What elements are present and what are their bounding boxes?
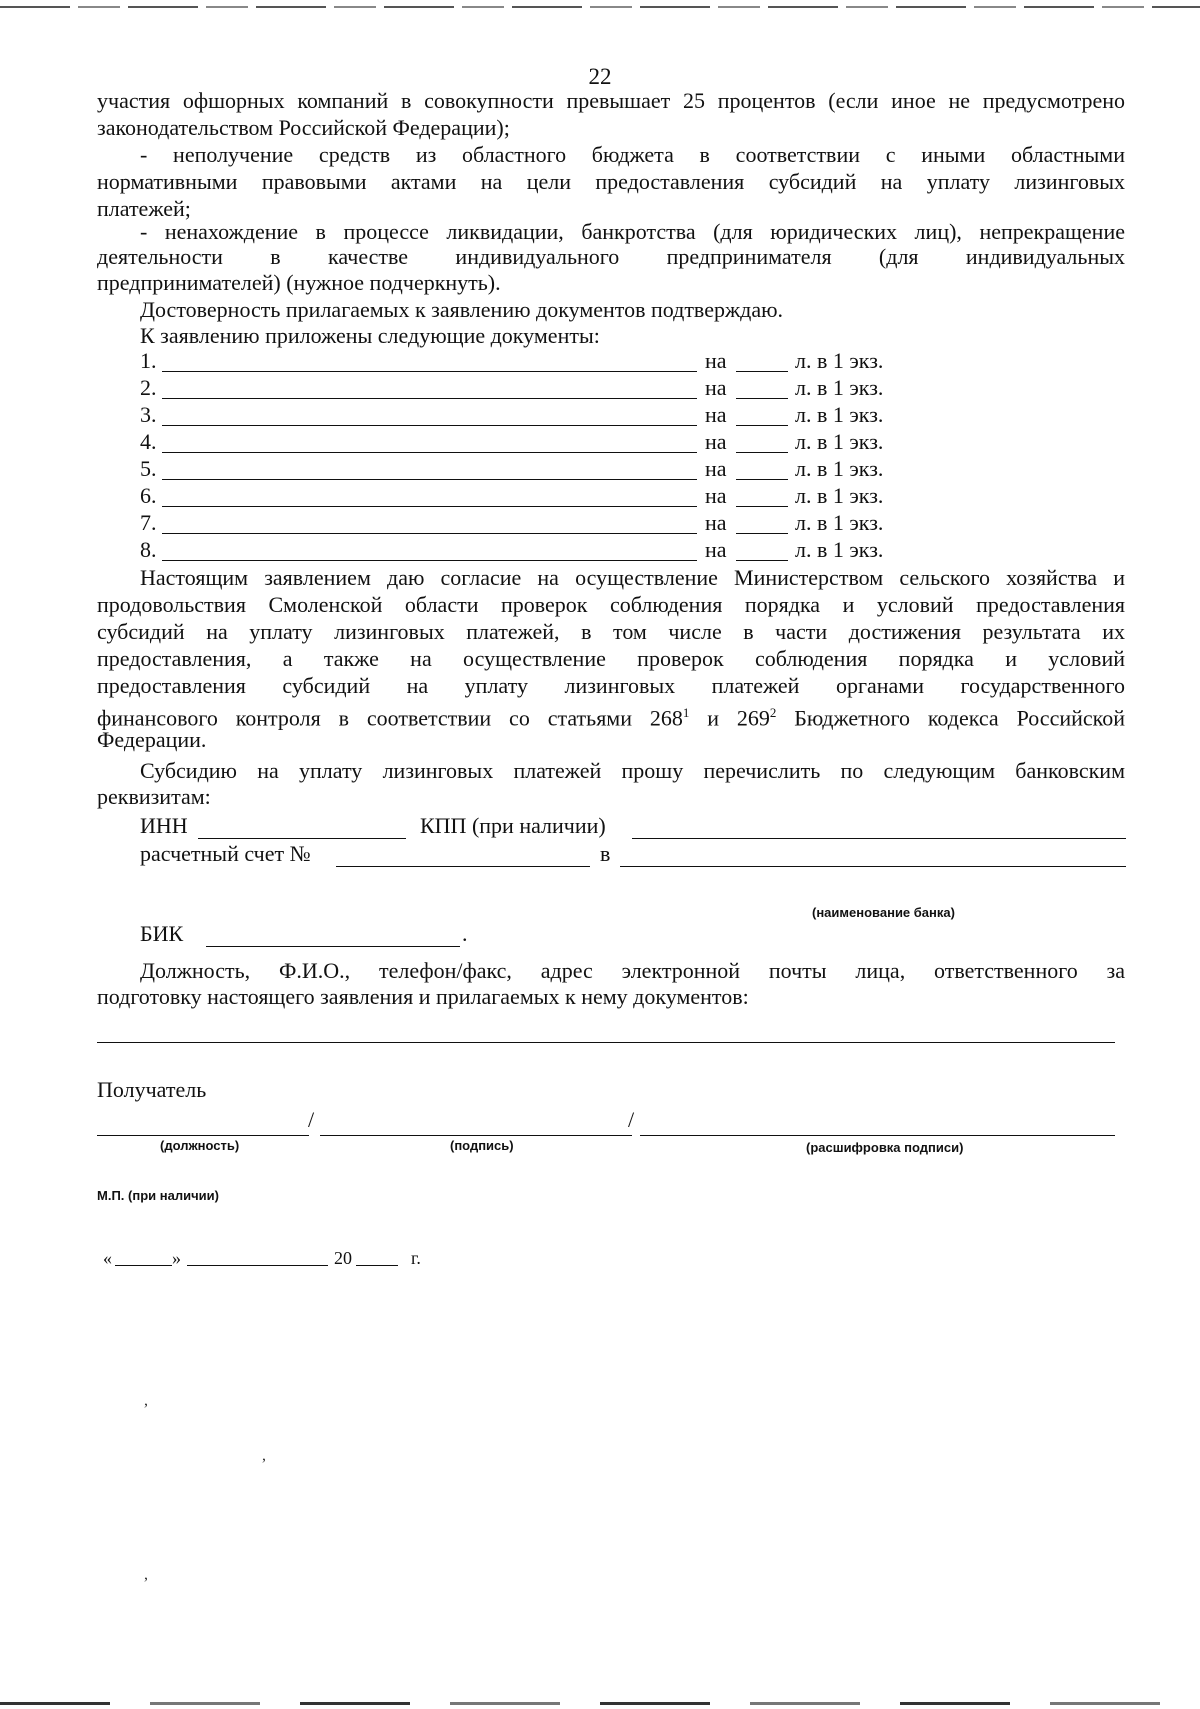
document-number: 1. bbox=[140, 348, 157, 373]
document-on-label: на bbox=[705, 510, 727, 535]
paragraph-bank-line-1: Субсидию на уплату лизинговых платежей прошу перечислить по следующим банковским bbox=[140, 758, 1125, 783]
paragraph-consent-line-1: Настоящим заявлением даю согласие на осуществление Министерством сельского хозяйства и bbox=[140, 565, 1125, 590]
bik-label: БИК bbox=[140, 921, 184, 946]
document-copies-label: л. в 1 экз. bbox=[795, 456, 884, 481]
document-on-label: на bbox=[705, 429, 727, 454]
document-copies-label: л. в 1 экз. bbox=[795, 375, 884, 400]
document-number: 8. bbox=[140, 537, 157, 562]
scan-speck-mark: , bbox=[144, 1392, 148, 1409]
paragraph-consent-line-5: предоставления субсидий на уплату лизинговых платежей органами государственного bbox=[97, 673, 1125, 698]
page-number: 22 bbox=[588, 64, 612, 89]
signature-separator-1: / bbox=[308, 1107, 315, 1132]
document-copies-label: л. в 1 экз. bbox=[795, 510, 884, 535]
consent-text-part-3: Бюджетного кодекса Российской bbox=[776, 705, 1125, 731]
document-name-field[interactable] bbox=[162, 371, 697, 372]
document-on-label: на bbox=[705, 456, 727, 481]
bank-name-field[interactable] bbox=[620, 866, 1126, 867]
kpp-field[interactable] bbox=[632, 838, 1126, 839]
scan-edge-top bbox=[0, 6, 1200, 8]
document-copies-label: л. в 1 экз. bbox=[795, 537, 884, 562]
document-copies-label: л. в 1 экз. bbox=[795, 429, 884, 454]
document-name-field[interactable] bbox=[162, 425, 697, 426]
consent-text-part-2: и 269 bbox=[689, 705, 770, 731]
document-pages-field[interactable] bbox=[736, 398, 788, 399]
scan-speck-mark: , bbox=[262, 1447, 266, 1464]
paragraph-no-funds-line-2: нормативными правовыми актами на цели предоставления субсидий на уплату лизинговых bbox=[97, 169, 1125, 194]
document-name-field[interactable] bbox=[162, 533, 697, 534]
signature-decode-caption: (расшифровка подписи) bbox=[806, 1140, 964, 1155]
document-pages-field[interactable] bbox=[736, 452, 788, 453]
document-on-label: на bbox=[705, 348, 727, 373]
document-on-label: на bbox=[705, 375, 727, 400]
paragraph-offshore-line-2: законодательством Российской Федерации); bbox=[97, 115, 510, 140]
document-number: 6. bbox=[140, 483, 157, 508]
date-open-quote: « bbox=[103, 1248, 112, 1268]
document-number: 7. bbox=[140, 510, 157, 535]
paragraph-no-liquidation-line-2: деятельности в качестве индивидуального предпринимателя (для индивидуальных bbox=[97, 244, 1125, 269]
date-close-quote: » bbox=[172, 1248, 181, 1268]
date-year-prefix: 20 bbox=[334, 1248, 352, 1268]
document-name-field[interactable] bbox=[162, 452, 697, 453]
document-pages-field[interactable] bbox=[736, 560, 788, 561]
document-on-label: на bbox=[705, 537, 727, 562]
document-on-label: на bbox=[705, 402, 727, 427]
consent-text-part-1: финансового контроля в соответствии со статьями 268 bbox=[97, 705, 683, 731]
document-number: 4. bbox=[140, 429, 157, 454]
document-name-field[interactable] bbox=[162, 560, 697, 561]
document-number: 5. bbox=[140, 456, 157, 481]
signature-caption: (подпись) bbox=[450, 1138, 514, 1153]
document-pages-field[interactable] bbox=[736, 371, 788, 372]
date-day-field[interactable] bbox=[115, 1265, 172, 1266]
document-pages-field[interactable] bbox=[736, 479, 788, 480]
signature-decode-field[interactable] bbox=[640, 1135, 1115, 1136]
position-caption: (должность) bbox=[160, 1138, 240, 1153]
account-label: расчетный счет № bbox=[140, 841, 311, 866]
article-superscript-1: 1 bbox=[682, 705, 690, 720]
paragraph-consent-line-3: субсидий на уплату лизинговых платежей, в том числе в части достижения результата их bbox=[97, 619, 1125, 644]
paragraph-no-liquidation-line-3: предпринимателей) (нужное подчеркнуть). bbox=[97, 270, 501, 295]
inn-label: ИНН bbox=[140, 813, 188, 838]
account-field[interactable] bbox=[336, 866, 590, 867]
paragraph-no-funds-line-3: платежей; bbox=[97, 196, 191, 221]
document-pages-field[interactable] bbox=[736, 506, 788, 507]
signature-separator-2: / bbox=[628, 1107, 635, 1132]
document-pages-field[interactable] bbox=[736, 425, 788, 426]
document-number: 3. bbox=[140, 402, 157, 427]
kpp-label: КПП (при наличии) bbox=[420, 813, 606, 838]
document-number: 2. bbox=[140, 375, 157, 400]
scan-edge-bottom bbox=[0, 1702, 1200, 1705]
paragraph-bank-line-2: реквизитам: bbox=[97, 784, 211, 809]
position-field[interactable] bbox=[97, 1135, 309, 1136]
inn-field[interactable] bbox=[198, 838, 406, 839]
paragraph-consent-line-4: предоставления, а также на осуществление проверок соблюдения порядка и условий bbox=[97, 646, 1125, 671]
date-month-field[interactable] bbox=[187, 1265, 328, 1266]
paragraph-responsible-line-1: Должность, Ф.И.О., телефон/факс, адрес электронной почты лица, ответственного за bbox=[140, 958, 1125, 983]
document-copies-label: л. в 1 экз. bbox=[795, 348, 884, 373]
paragraph-consent-line-7: Федерации. bbox=[97, 727, 207, 752]
responsible-person-field[interactable] bbox=[97, 1042, 1115, 1043]
bank-in-label: в bbox=[600, 841, 611, 866]
document-name-field[interactable] bbox=[162, 479, 697, 480]
document-copies-label: л. в 1 экз. bbox=[795, 402, 884, 427]
paragraph-authenticity: Достоверность прилагаемых к заявлению документов подтверждаю. bbox=[140, 297, 784, 322]
document-name-field[interactable] bbox=[162, 506, 697, 507]
document-on-label: на bbox=[705, 483, 727, 508]
document-copies-label: л. в 1 экз. bbox=[795, 483, 884, 508]
paragraph-responsible-line-2: подготовку настоящего заявления и прилагаемых к нему документов: bbox=[97, 984, 749, 1009]
document-pages-field[interactable] bbox=[736, 533, 788, 534]
scan-speck-mark: , bbox=[144, 1566, 148, 1583]
stamp-label: М.П. (при наличии) bbox=[97, 1188, 219, 1203]
document-name-field[interactable] bbox=[162, 398, 697, 399]
paragraph-no-funds-line-1: - неполучение средств из областного бюджета в соответствии с иными областными bbox=[140, 142, 1125, 167]
signature-field[interactable] bbox=[320, 1135, 632, 1136]
bik-end-period: . bbox=[462, 921, 468, 946]
paragraph-attached-docs: К заявлению приложены следующие документы: bbox=[140, 323, 600, 348]
paragraph-no-liquidation-line-1: - ненахождение в процессе ликвидации, банкротства (для юридических лиц), непрекращение bbox=[140, 219, 1125, 244]
article-superscript-2: 2 bbox=[769, 705, 777, 720]
bik-field[interactable] bbox=[206, 946, 460, 947]
date-year-suffix: г. bbox=[411, 1248, 421, 1268]
paragraph-offshore-line-1: участия офшорных компаний в совокупности превышает 25 процентов (если иное не предусмотрено bbox=[97, 88, 1125, 113]
paragraph-consent-line-2: продовольствия Смоленской области проверок соблюдения порядка и условий предоставления bbox=[97, 592, 1125, 617]
bank-name-caption: (наименование банка) bbox=[812, 905, 955, 920]
date-year-field[interactable] bbox=[356, 1265, 398, 1266]
recipient-label: Получатель bbox=[97, 1077, 207, 1102]
